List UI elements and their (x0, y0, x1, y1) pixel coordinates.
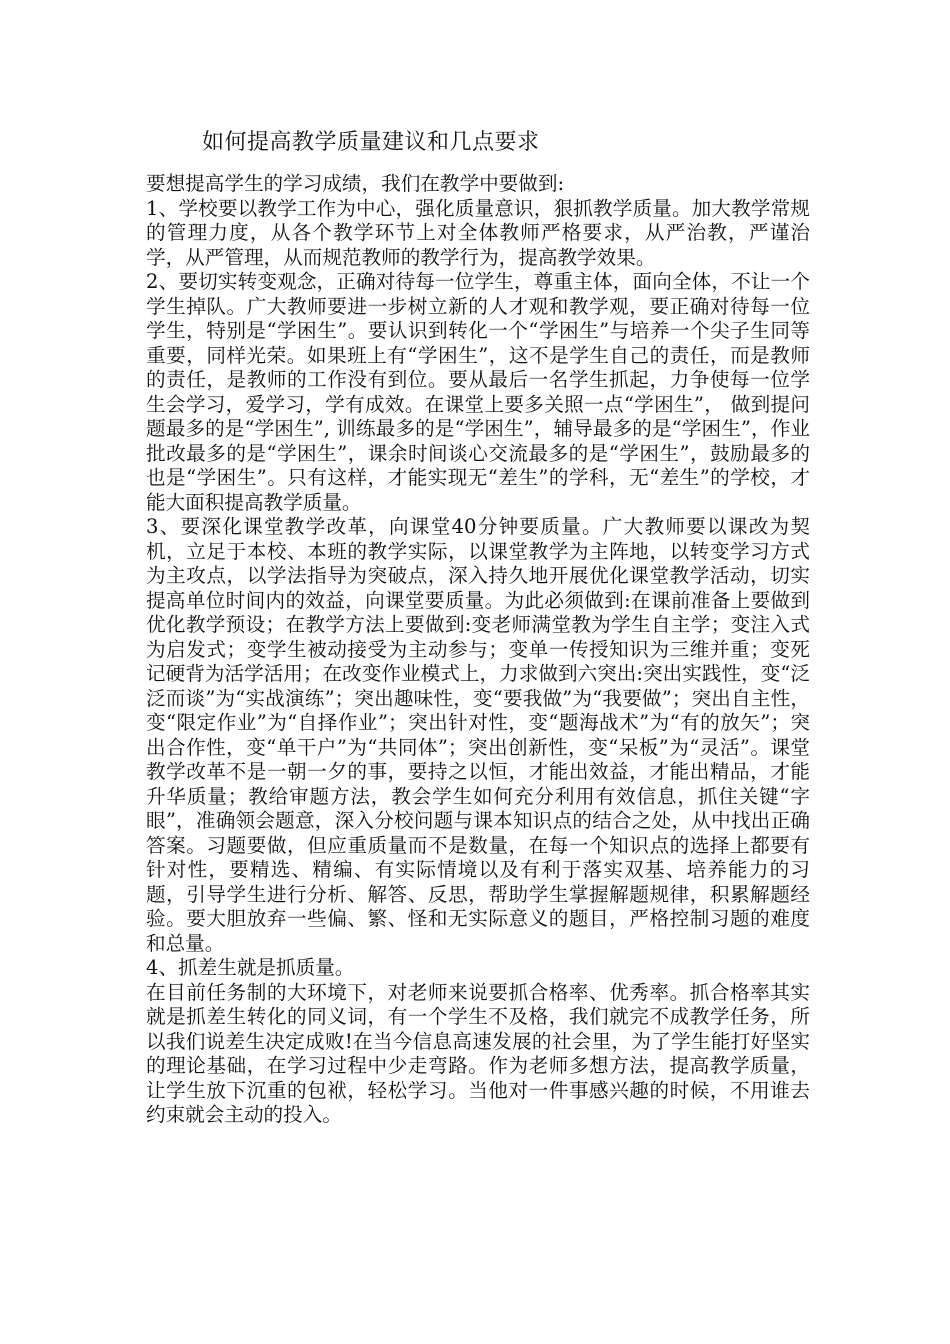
document-title: 如何提高教学质量建议和几点要求 (202, 130, 540, 155)
intro-paragraph: 要想提高学生的学习成绩，我们在教学中要做到: (146, 172, 565, 195)
paragraph-point-4-body: 在目前任务制的大环境下，对老师来说要抓合格率、优秀率。抓合格率其实就是抓差生转化的同义词，有一个学生不及格，我们就完不成教学任务，所以我们说差生决定成败!在当今信息高速发展的社会里，为了学生能打好坚实的理论基础，在学习过程中少走弯路。作为老师多想方法，提高教学质量，让学生放下沉重的包袱，轻松学习。当他对一件事感兴趣的时候，不用谁去约束就会主动的投入。 (146, 980, 810, 1126)
paragraph-point-2: 2、要切实转变观念，正确对待每一位学生，尊重主体，面向全体，不让一个学生掉队。广大教师要进一步树立新的人才观和教学观，要正确对待每一位学生，特别是“学困生”。要认识到转化一个“学困生”与培养一个尖子生同等重要，同样光荣。如果班上有“学困生”，这不是学生自己的责任，而是教师的责任，是教师的工作没有到位。要从最后一名学生抓起，力争使每一位学生会学习，爱学习，学有成效。在课堂上要多关照一点“学困生”， 做到提问题最多的是“学困生”, 训练最多的是“学困生”，辅导最多的是“学困生”，作业批改最多的是“学困生”，课余时间谈心交流最多的是“学困生”，鼓励最多的也是“学困生”。只有这样，才能实现无“差生”的学科，无“差生”的学校，才能大面积提高教学质量。 (146, 270, 810, 514)
paragraph-point-3: 3、要深化课堂教学改革，向课堂40分钟要质量。广大教师要以课改为契机，立足于本校、本班的教学实际，以课堂教学为主阵地，以转变学习方式为主攻点，以学法指导为突破点，深入持久地开展优化课堂教学活动，切实提高单位时间内的效益，向课堂要质量。为此必须做到:在课前准备上要做到优化教学预设；在教学方法上要做到:变老师满堂教为学生自主学；变注入式为启发式；变学生被动接受为主动参与；变单一传授知识为三维并重；变死记硬背为活学活用；在改变作业模式上，力求做到六突出:突出实践性，变“泛泛而谈”为“实战演练”；突出趣味性，变“要我做”为“我要做”；突出自主性，变“限定作业”为“自择作业”；突出针对性，变“题海战术”为“有的放矢”；突出合作性，变“单干户”为“共同体”；突出创新性，变“呆板”为“灵活”。课堂教学改革不是一朝一夕的事，要持之以恒，才能出效益，才能出精品，才能升华质量；教给审题方法，教会学生如何充分利用有效信息，抓住关键“字眼”，准确领会题意，深入分校问题与课本知识点的结合之处，从中找出正确答案。习题要做，但应重质量而不是数量，在每一个知识点的选择上都要有针对性，要精选、精编、有实际情境以及有利于落实双基、培养能力的习题，引导学生进行分析、解答、反思，帮助学生掌握解题规律，积累解题经验。要大胆放弃一些偏、繁、怪和无实际意义的题目，严格控制习题的难度和总量。 (146, 515, 810, 955)
paragraph-point-4-heading: 4、抓差生就是抓质量。 (146, 956, 355, 979)
paragraph-point-1: 1、学校要以教学工作为中心，强化质量意识，狠抓教学质量。加大教学常规的管理力度，从各个教学环节上对全体教师严格要求，从严治教，严谨治学，从严管理，从而规范教师的教学行为，提高教学效果。 (146, 196, 810, 269)
document-body (146, 128, 810, 1128)
